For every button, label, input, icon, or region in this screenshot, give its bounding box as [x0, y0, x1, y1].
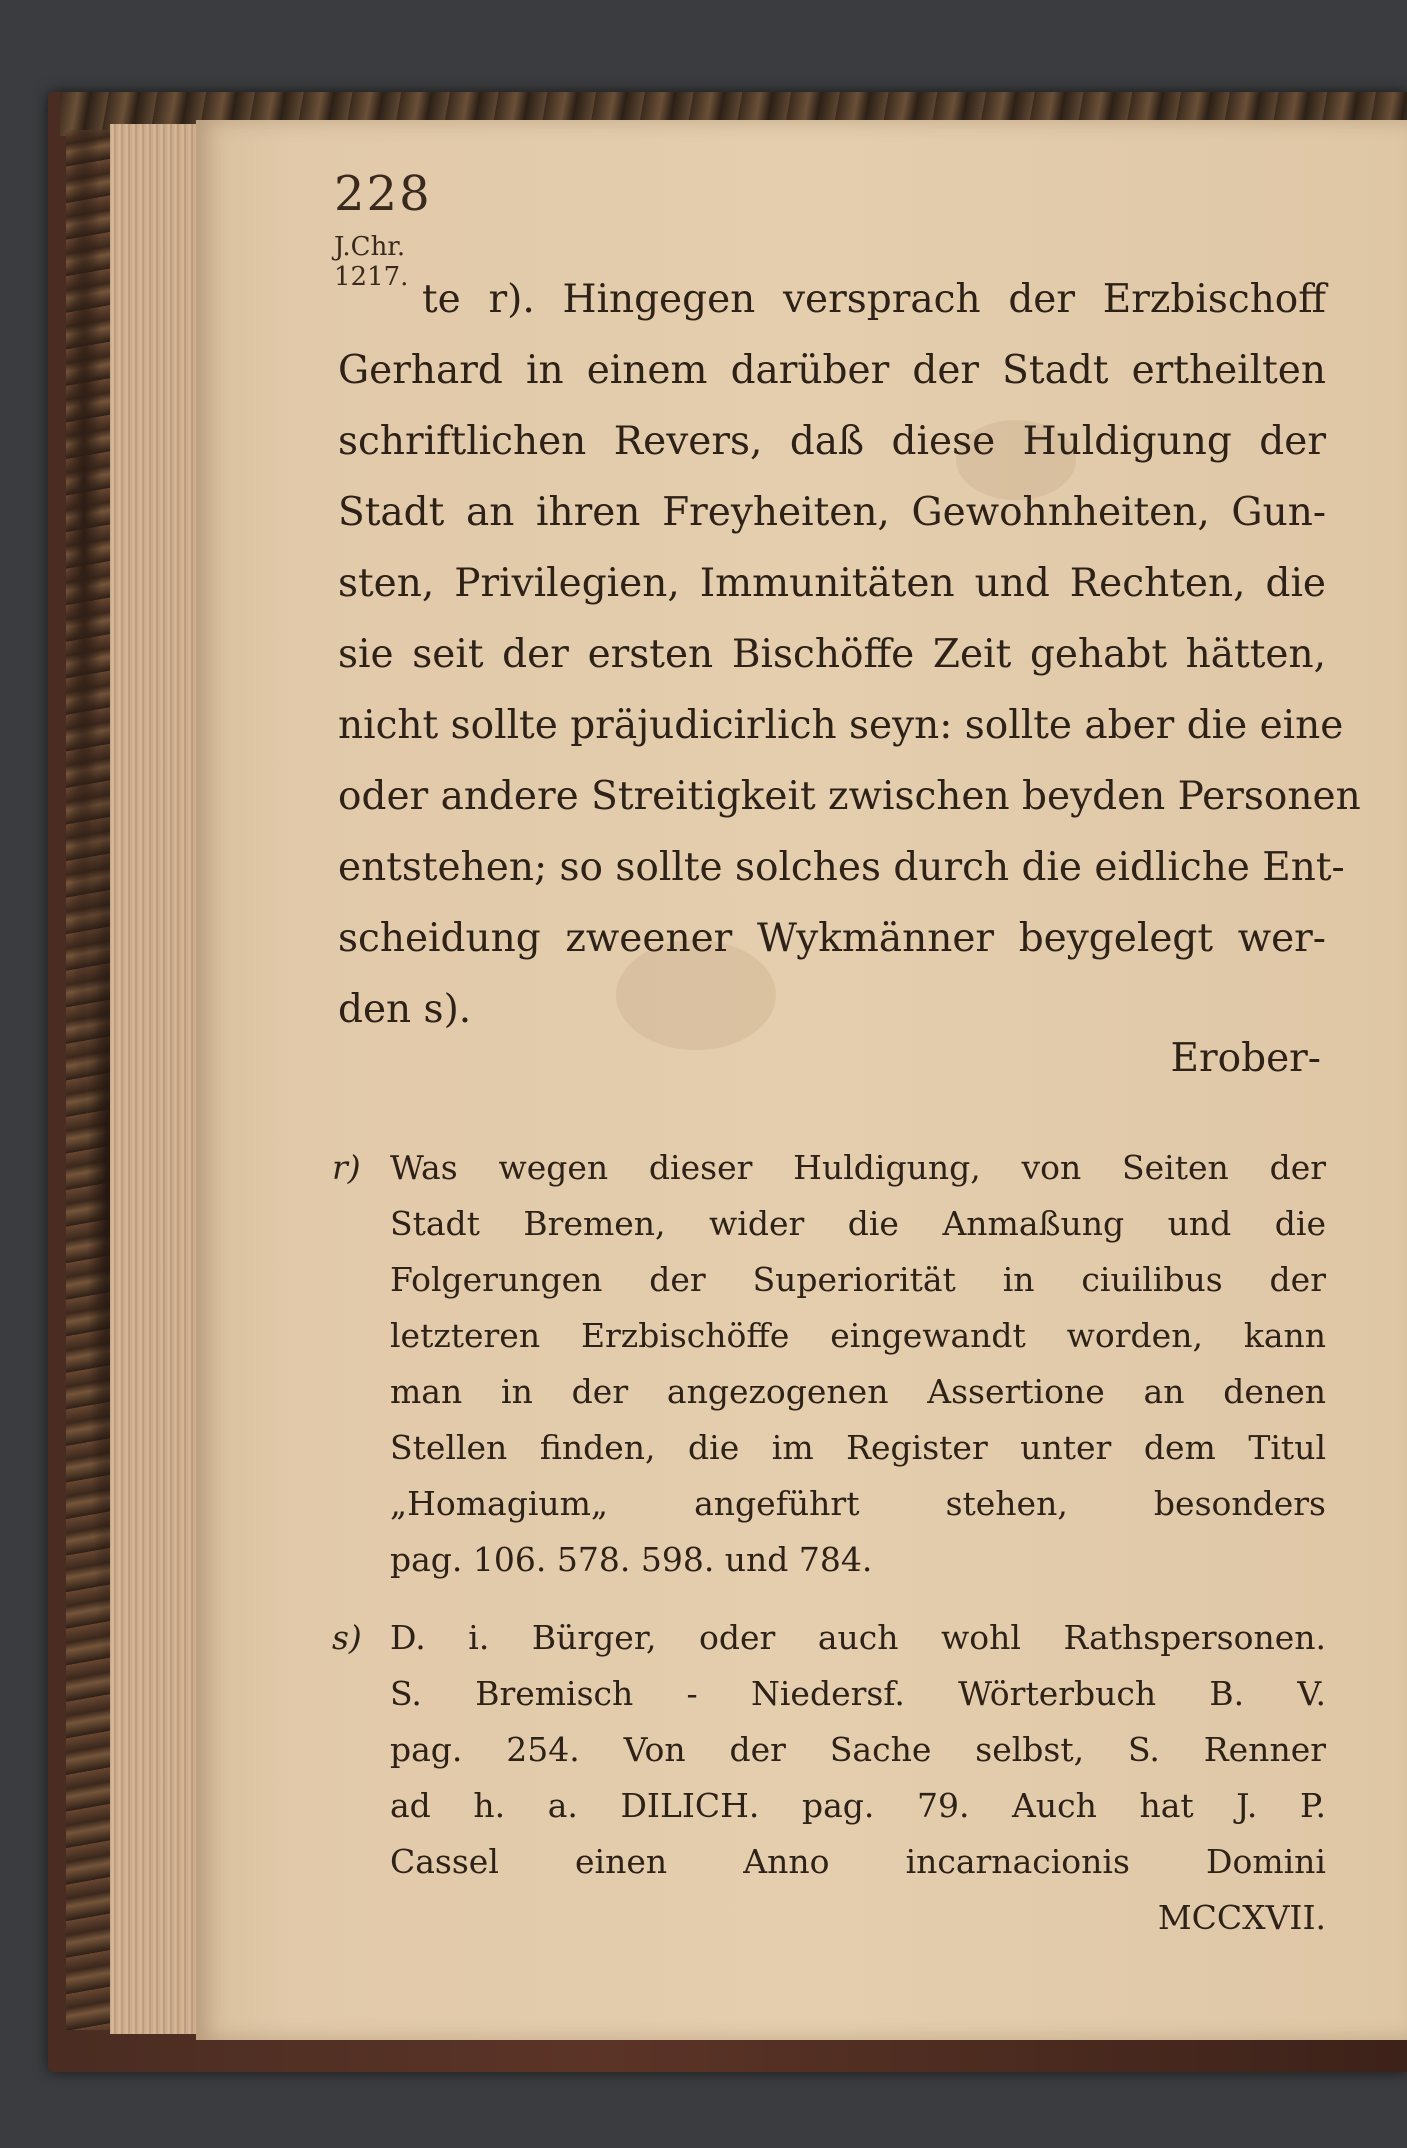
- footnote-line: ad h. a. DILICH. pag. 79. Auch hat J. P.: [390, 1786, 1326, 1825]
- footnote-line: Folgerungen der Superiorität in ciuilibus der: [390, 1260, 1326, 1299]
- footnote-line: „Homagium„ angeführt stehen, besonders: [390, 1484, 1326, 1523]
- footnote-line: S. Bremisch - Niedersf. Wörterbuch B. V.: [390, 1674, 1326, 1713]
- footnote-line: MCCXVII.: [1157, 1898, 1326, 1937]
- footnotes: [332, 1140, 1326, 1968]
- footnote-line: letzteren Erzbischöffe eingewandt worden, kann: [390, 1316, 1326, 1355]
- footnote-marker: s): [332, 1618, 362, 1657]
- footnote-s: [332, 1610, 1326, 1946]
- footnote-line: Cassel einen Anno incarnacionis Domini: [390, 1842, 1326, 1881]
- catchword: Erober-: [1170, 1036, 1321, 1081]
- text-line: Gerhard in einem darüber der Stadt ertheilten: [338, 348, 1326, 393]
- text-line: den s).: [338, 987, 472, 1032]
- text-line: scheidung zweener Wykmänner beygelegt wer-: [338, 916, 1326, 961]
- footnote-line: Stadt Bremen, wider die Anmaßung und die: [390, 1204, 1326, 1243]
- footnote-line: pag. 254. Von der Sache selbst, S. Renner: [390, 1730, 1326, 1769]
- text-line: sie seit der ersten Bischöffe Zeit gehabt hätten,: [338, 632, 1326, 677]
- text-line: te r). Hingegen versprach der Erzbischoff: [422, 277, 1326, 322]
- main-text-block: [338, 264, 1361, 1045]
- footnote-text: D. i. Bürger, oder auch wohl Rathspersonen.: [390, 1618, 1326, 1657]
- page-number: 228: [334, 166, 432, 222]
- footnote-text: Was wegen dieser Huldigung, von Seiten der: [390, 1148, 1326, 1187]
- text-line: nicht sollte präjudicirlich seyn: sollte aber die eine: [338, 703, 1344, 748]
- text-line: oder andere Streitigkeit zwischen beyden Personen: [338, 774, 1361, 819]
- margin-note-line: 1217.: [334, 262, 409, 292]
- footnote-line: [332, 1140, 1326, 1196]
- text-line: Stadt an ihren Freyheiten, Gewohnheiten, Gun-: [338, 490, 1326, 535]
- footnote-r: [332, 1140, 1326, 1588]
- footnote-line: pag. 106. 578. 598. und 784.: [390, 1540, 873, 1579]
- footnote-line: Stellen finden, die im Register unter dem Titul: [390, 1428, 1326, 1467]
- footnote-marker: r): [332, 1148, 361, 1187]
- footnote-line: [332, 1610, 1326, 1666]
- text-line: schriftlichen Revers, daß diese Huldigung der: [338, 419, 1326, 464]
- footnote-line: man in der angezogenen Assertione an denen: [390, 1372, 1326, 1411]
- margin-note-line: J.Chr.: [334, 232, 406, 262]
- text-line: sten, Privilegien, Immunitäten und Rechten, die: [338, 561, 1326, 606]
- text-line: entstehen; so sollte solches durch die eidliche Ent-: [338, 845, 1345, 890]
